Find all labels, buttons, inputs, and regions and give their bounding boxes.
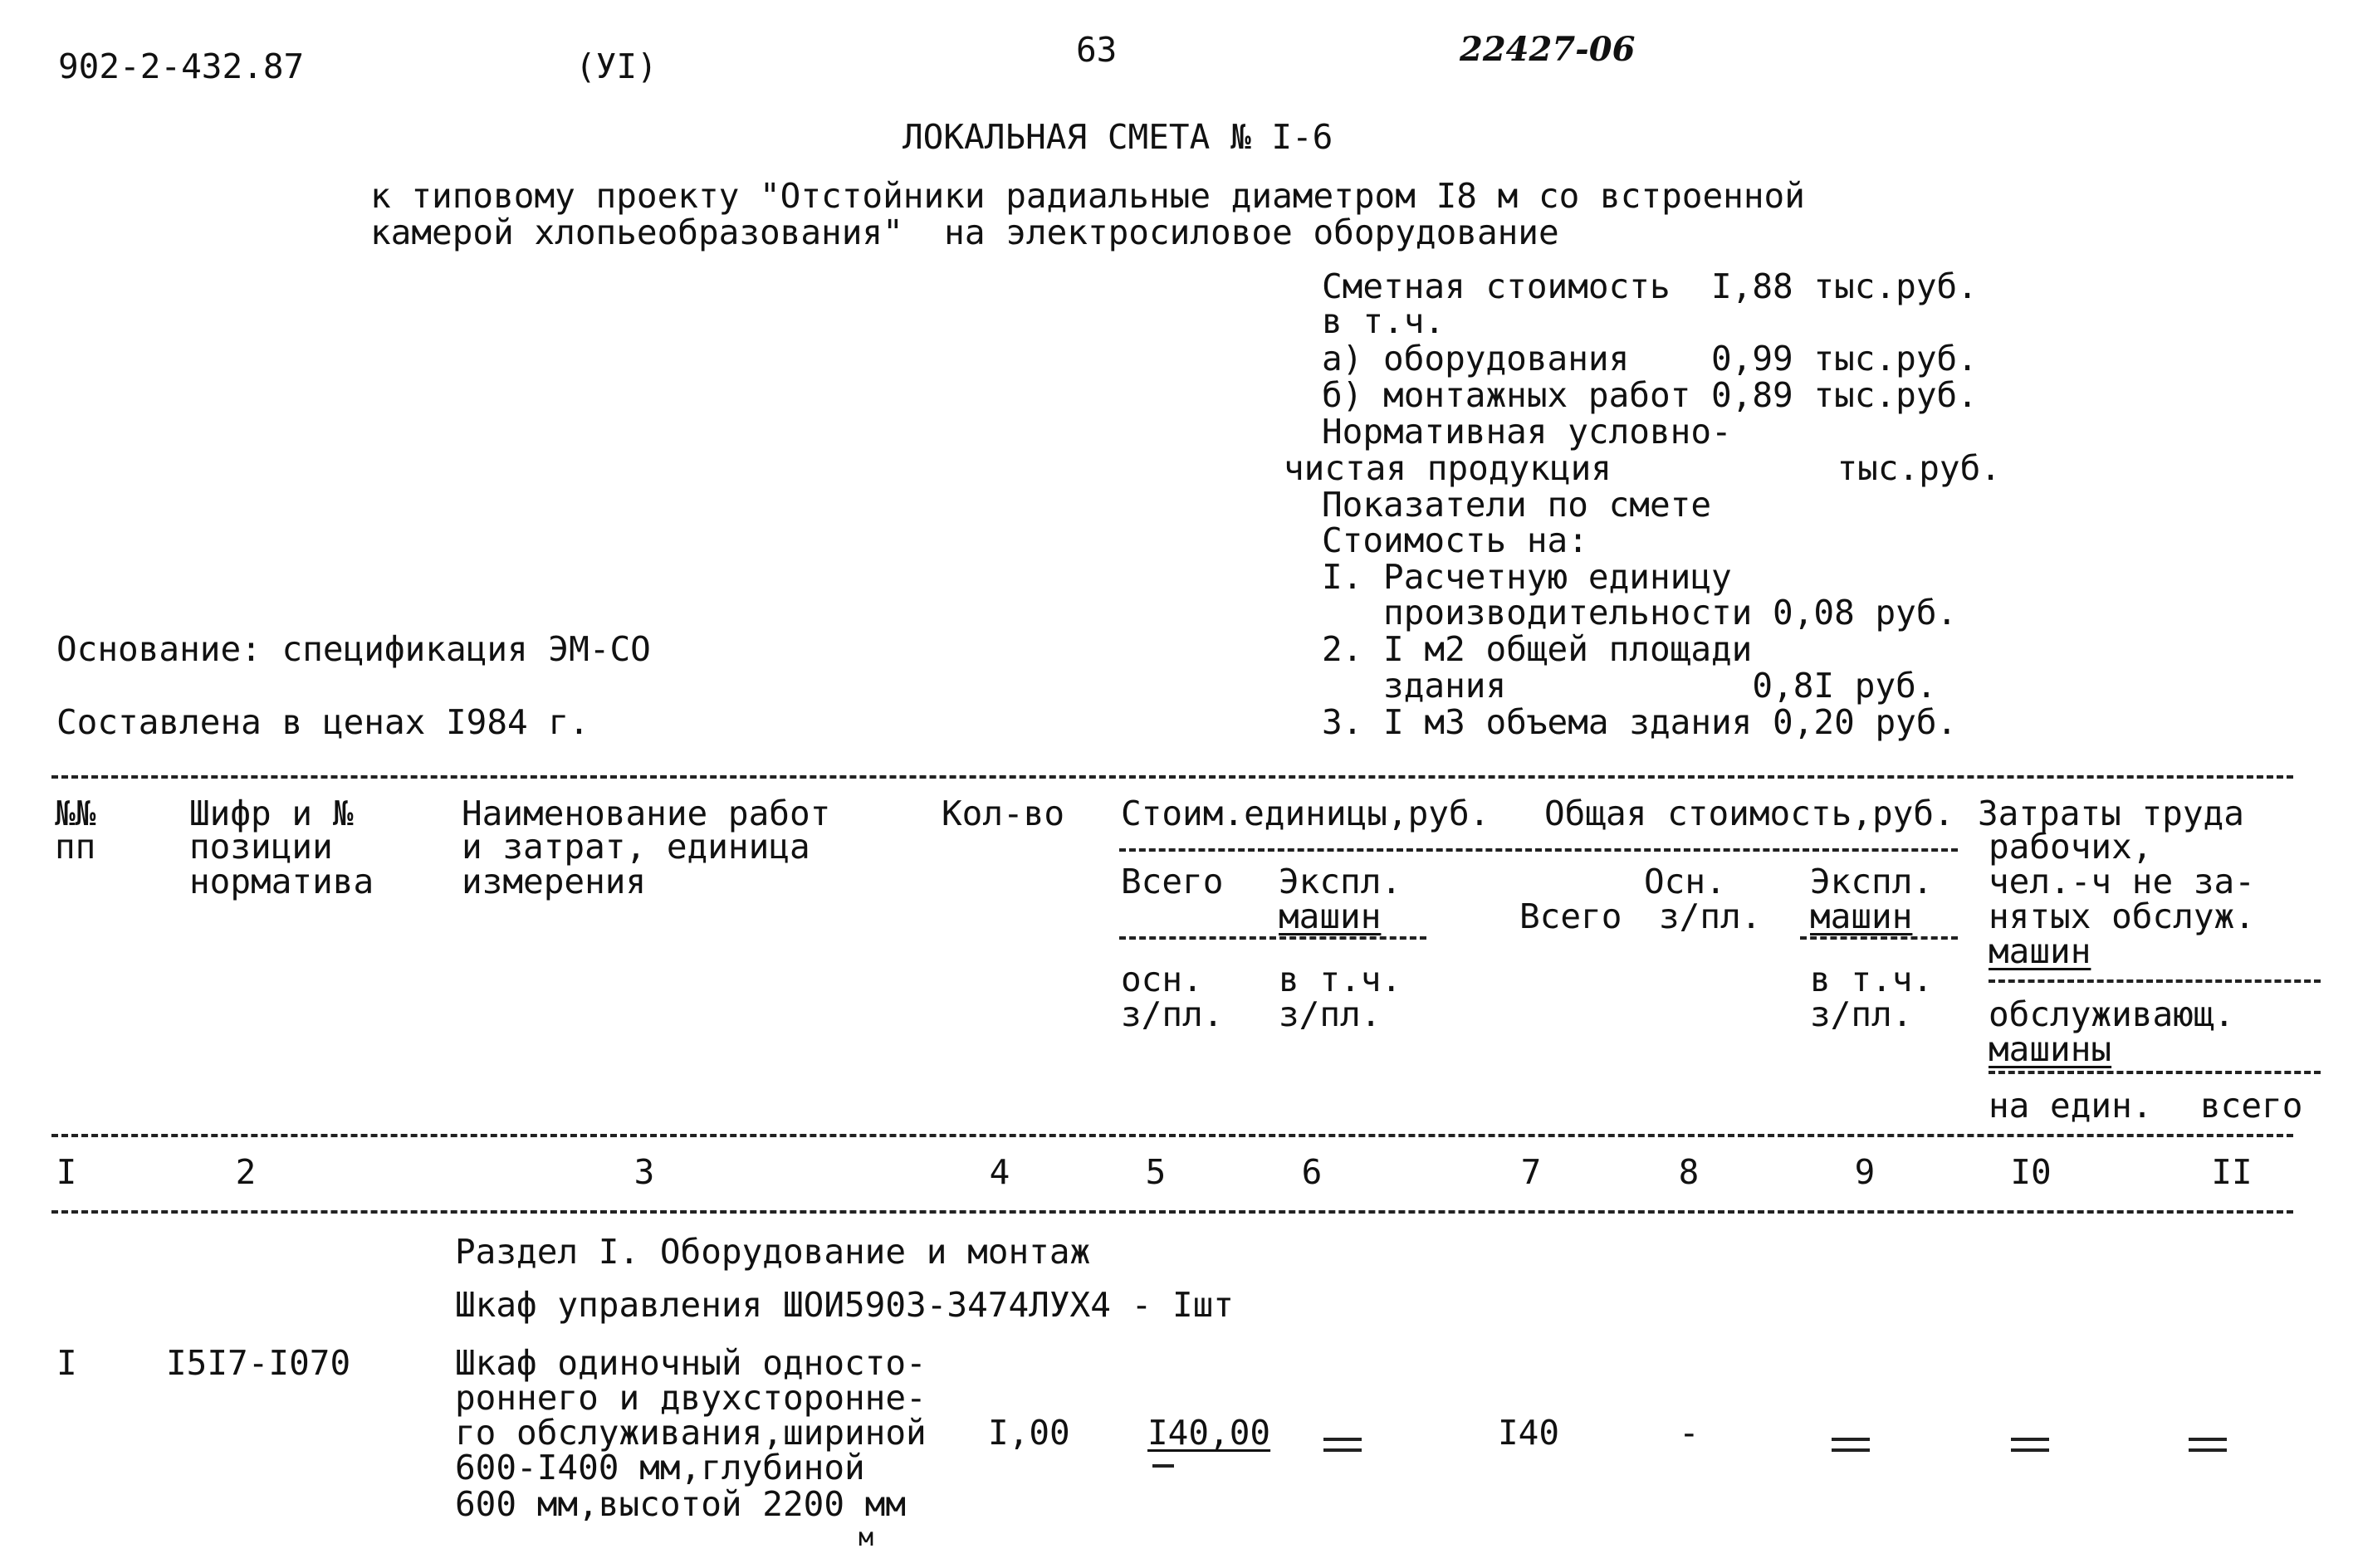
subtitle-line-2: камерой хлопьеобразования" на электросиловое оборудование	[370, 212, 1559, 252]
header-total-base-salary: Осн.	[1644, 862, 1726, 901]
header-unit-machines: машин	[1279, 896, 1382, 936]
column-number: 4	[989, 1152, 1010, 1192]
archive-number: 22427-06	[1460, 30, 1636, 69]
prices-note: Составлена в ценах I984 г.	[56, 702, 589, 742]
header-unit-machines-salary: в т.ч.	[1279, 960, 1402, 999]
page-title: ЛОКАЛЬНАЯ СМЕТА № I-6	[903, 117, 1333, 157]
row-total-machines-dash	[1832, 1438, 1870, 1453]
summary-line: Сметная стоимость I,88 тыс.руб.	[1322, 266, 1978, 306]
labor-split-rule-2	[1989, 1071, 2321, 1074]
row-name-line: роннего и двухсторонне-	[455, 1378, 927, 1418]
column-number: 5	[1145, 1152, 1167, 1192]
header-code: позиции	[189, 827, 333, 867]
summary-line: производительности 0,08 руб.	[1322, 593, 1958, 633]
header-unit-base-salary: осн.	[1121, 960, 1203, 999]
header-unit-total: Всего	[1121, 862, 1224, 901]
row-name-line: Шкаф одиночный односто-	[455, 1343, 927, 1383]
document-code: 902-2-432.87	[58, 46, 305, 86]
row-unit-total: I40,00	[1147, 1413, 1271, 1453]
summary-line: чистая продукция тыс.руб.	[1284, 448, 2001, 488]
header-labor-not-busy: чел.-ч не за-	[1989, 862, 2255, 901]
header-group-rule	[1119, 848, 1958, 852]
header-bottom-rule	[51, 1134, 2293, 1137]
column-number: 6	[1301, 1152, 1323, 1192]
header-unit-machines: Экспл.	[1279, 862, 1402, 901]
header-labor-group: рабочих,	[1989, 827, 2153, 867]
volume-number: (УI)	[575, 46, 658, 86]
summary-line: Нормативная условно-	[1322, 412, 1732, 452]
row-unit-base-salary-dash	[1152, 1464, 1174, 1468]
header-labor-not-busy: нятых обслуж.	[1989, 896, 2255, 936]
header-total: Всего	[1519, 896, 1622, 936]
summary-line: а) оборудования 0,99 тыс.руб.	[1322, 339, 1978, 379]
header-unit-base-salary: з/пл.	[1121, 994, 1224, 1034]
row-labor-per-unit-dash	[2011, 1438, 2049, 1453]
header-labor-serving: обслуживающ.	[1989, 994, 2235, 1034]
summary-line: здания 0,8I руб.	[1322, 666, 1937, 706]
column-number: 2	[235, 1152, 257, 1192]
column-number: II	[2211, 1152, 2253, 1192]
header-total-cost-group: Общая стоимость,руб.	[1544, 794, 1954, 833]
header-total-machines-salary: в т.ч.	[1810, 960, 1934, 999]
row-unit-machines-dash	[1323, 1438, 1362, 1453]
subtitle-line-1: к типовому проекту "Отстойники радиальные диаметром I8 м со встроенной	[370, 176, 1805, 216]
header-labor-per-unit: на един.	[1989, 1086, 2153, 1126]
column-number: 9	[1854, 1152, 1876, 1192]
header-total-machines: Экспл.	[1810, 862, 1934, 901]
summary-line: 3. I м3 объема здания 0,20 руб.	[1322, 702, 1958, 742]
row-name-line: 600 мм,высотой 2200 мм	[455, 1484, 907, 1524]
header-total-machines-salary: з/пл.	[1810, 994, 1913, 1034]
header-labor-total: всего	[2200, 1086, 2303, 1126]
row-number: I	[56, 1343, 77, 1383]
header-labor-serving: машины	[1989, 1029, 2112, 1069]
column-number: I0	[2010, 1152, 2052, 1192]
row-name-line: го обслуживания,шириной	[455, 1413, 927, 1453]
column-number: I	[56, 1152, 77, 1192]
basis-note: Основание: спецификация ЭМ-СО	[56, 629, 651, 669]
summary-line: в т.ч.	[1322, 301, 1446, 341]
header-code: норматива	[189, 862, 374, 901]
unit-cost-split-rule	[1119, 936, 1426, 940]
section-title: Раздел I. Оборудование и монтаж	[455, 1232, 1091, 1272]
header-labor-group: Затраты труда	[1978, 794, 2244, 833]
summary-line: I. Расчетную единицу	[1322, 557, 1732, 597]
column-number: 8	[1678, 1152, 1700, 1192]
row-name-trailer: м	[859, 1523, 874, 1552]
header-unit-machines-salary: з/пл.	[1279, 994, 1382, 1034]
summary-line: б) монтажных работ 0,89 тыс.руб.	[1322, 375, 1978, 415]
header-qty: Кол-во	[942, 794, 1065, 833]
total-cost-split-rule	[1800, 936, 1958, 940]
header-name: и затрат, единица	[462, 827, 810, 867]
header-total-base-salary: з/пл.	[1659, 896, 1762, 936]
header-total-machines: машин	[1810, 896, 1913, 936]
column-number: 3	[634, 1152, 655, 1192]
header-name: Наименование работ	[462, 794, 831, 833]
row-total: I40	[1498, 1413, 1560, 1453]
header-code: Шифр и №	[189, 794, 354, 833]
subsection-title: Шкаф управления ШОИ5903-3474ЛУХ4 - Iшт	[455, 1285, 1234, 1325]
labor-split-rule-1	[1989, 979, 2321, 983]
header-name: измерения	[462, 862, 647, 901]
row-name-line: 600-I400 мм,глубиной	[455, 1448, 865, 1487]
table-top-rule	[51, 775, 2293, 779]
summary-line: 2. I м2 общей площади	[1322, 629, 1753, 669]
summary-line: Показатели по смете	[1322, 485, 1711, 525]
row-code: I5I7-I070	[166, 1343, 351, 1383]
header-num: пп	[55, 827, 96, 867]
column-numbers-rule	[51, 1210, 2293, 1214]
summary-line: Стоимость на:	[1322, 520, 1588, 560]
page-number: 63	[1076, 30, 1118, 70]
row-labor-total-dash	[2189, 1438, 2227, 1453]
header-labor-not-busy: машин	[1989, 931, 2091, 971]
row-total-base-salary: -	[1679, 1413, 1700, 1453]
header-unit-cost-group: Стоим.единицы,руб.	[1121, 794, 1490, 833]
column-number: 7	[1520, 1152, 1542, 1192]
row-qty: I,00	[988, 1413, 1070, 1453]
header-num: №№	[55, 794, 96, 833]
